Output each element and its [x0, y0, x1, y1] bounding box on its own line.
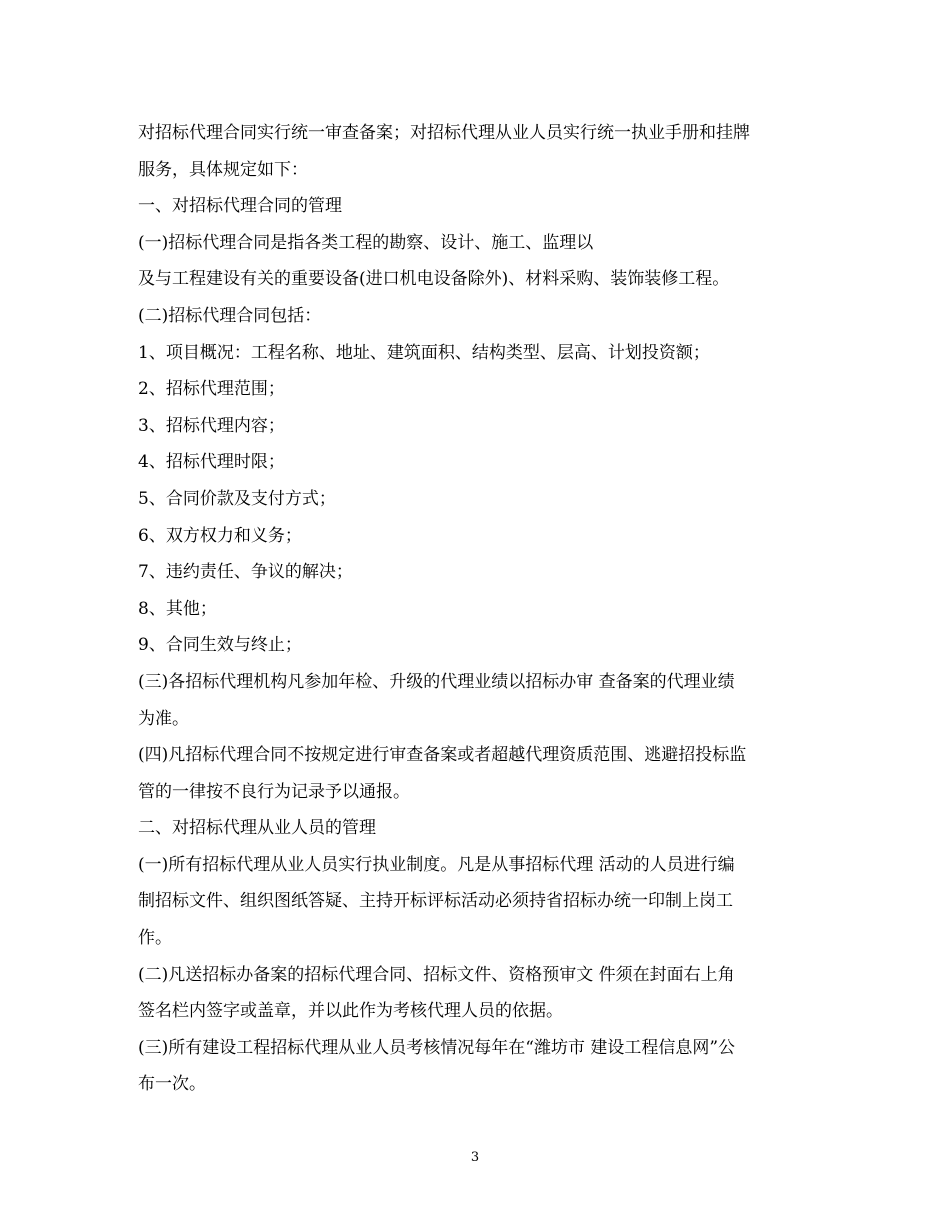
list-item: 2、招标代理范围；	[138, 379, 285, 400]
list-item: 8、其他；	[138, 598, 217, 619]
list-item: 3、招标代理内容；	[138, 415, 285, 436]
document-body	[138, 115, 818, 1103]
text-line: (三)各招标代理机构凡参加年检、升级的代理业绩以招标办审 查备案的代理业绩	[138, 671, 735, 692]
text-line: 制招标文件、组织图纸答疑、主持开标评标活动必须持省招标办统一印制上岗工	[138, 891, 733, 912]
text-line: 管的一律按不良行为记录予以通报。	[138, 781, 410, 802]
text-line: 服务，具体规定如下：	[138, 159, 308, 180]
text-line: (一)招标代理合同是指各类工程的勘察、设计、施工、监理以	[138, 232, 594, 253]
text-line: (一)所有招标代理从业人员实行执业制度。凡是从事招标代理 活动的人员进行编	[138, 854, 735, 875]
text-line: 对招标代理合同实行统一审查备案；对招标代理从业人员实行统一执业手册和挂牌	[138, 123, 750, 143]
text-line: (三)所有建设工程招标代理从业人员考核情况每年在“潍坊市 建设工程信息网”公	[138, 1037, 736, 1058]
section-heading: 二、对招标代理从业人员的管理	[138, 818, 376, 839]
list-item: 9、合同生效与终止；	[138, 635, 302, 656]
page-number: 3	[470, 1150, 480, 1165]
text-line: 签名栏内签字或盖章，并以此作为考核代理人员的依据。	[138, 1001, 563, 1022]
text-line: (四)凡招标代理合同不按规定进行审查备案或者超越代理资质范围、逃避招投标监	[138, 745, 747, 766]
text-line: (二)招标代理合同包括：	[138, 305, 322, 326]
list-item: 1、项目概况：工程名称、地址、建筑面积、结构类型、层高、计划投资额；	[138, 342, 710, 363]
text-line: 为准。	[138, 708, 189, 729]
list-item: 7、违约责任、争议的解决；	[138, 562, 353, 583]
list-item: 4、招标代理时限；	[138, 452, 285, 473]
text-line: 布一次。	[138, 1074, 206, 1095]
text-line: 及与工程建设有关的重要设备(进口机电设备除外)、材料采购、装饰装修工程。	[138, 269, 730, 290]
text-line: (二)凡送招标办备案的招标代理合同、招标文件、资格预审文 件须在封面右上角	[138, 964, 735, 985]
list-item: 6、双方权力和义务；	[138, 525, 302, 546]
section-heading: 一、对招标代理合同的管理	[138, 196, 342, 217]
text-line: 作。	[138, 928, 172, 949]
list-item: 5、合同价款及支付方式；	[138, 488, 336, 509]
